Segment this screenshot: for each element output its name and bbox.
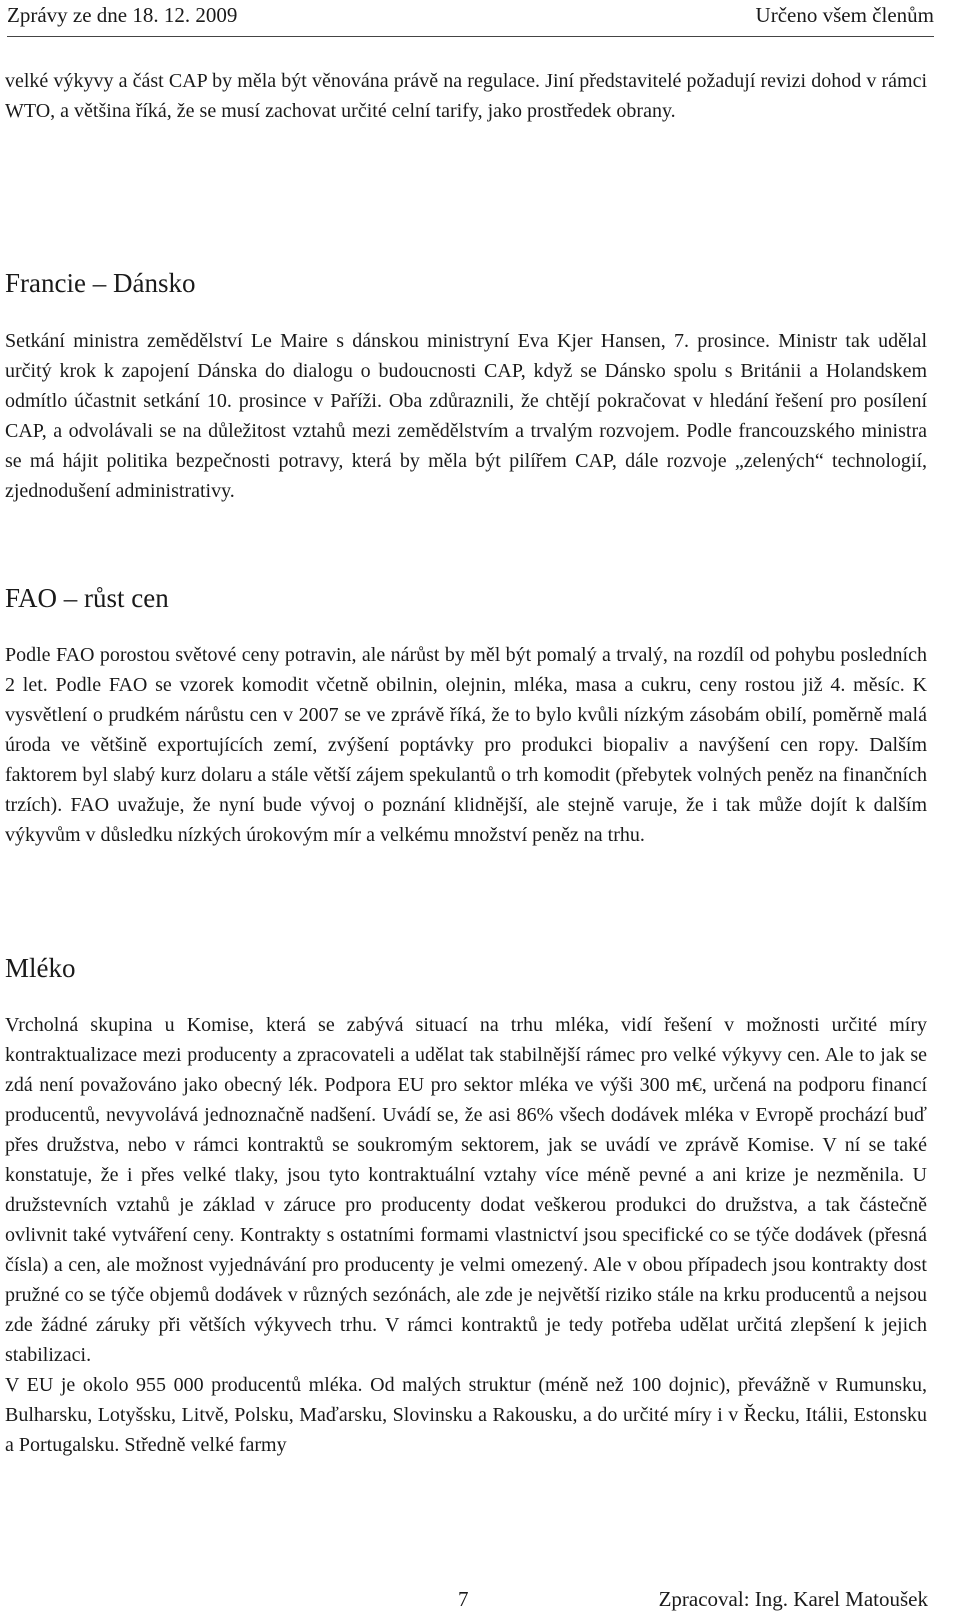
paragraph-mleko-1: Vrcholná skupina u Komise, která se zabývá situací na trhu mléka, vidí řešení v možnosti určité míry kontraktualizace mezi producenty a zpracovateli a udělat tak stabilnější rámec pro velké výkyvy cen. Ale to jak se zdá není považováno jako obecný lék. Podpora EU pro sektor mléka ve výši 300 m€, určená na podporu financí producentů, nevyvolává jednoznačně nadšení. Uvádí se, že asi 86% všech dodávek mléka v Evropě prochází buď přes družstva, nebo v rámci kontraktů se soukromým sektorem, jak se uvádí ve zprávě Komise. V ní se také konstatuje, že i přes velké tlaky, jsou tyto kontraktuální vztahy více méně pevné a ani krize je nezměnila. U družstevních vztahů je základ v záruce pro producenty dodat veškerou produkci do družstva, a tak částečně ovlivnit také vytváření ceny. Kontrakty s ostatními formami vlastnictví jsou specifické co se týče dodávek (přesná čísla) a cen, ale možnost vyjednávání pro producenty je velmi omezený. Ale v obou případech jsou kontrakty dost pružné co se týče objemů dodávek v různých sezónách, ale zde je největší riziko stále na krku producentů a nejsou zde žádné záruky při větších výkyvech trhu. V rámci kontraktů je tedy potřeba udělat určitá zlepšení k jejich stabilizaci. — [5, 1014, 927, 1366]
page-number: 7 — [458, 1587, 469, 1611]
section-body-fao — [5, 640, 927, 850]
header-date: Zprávy ze dne 18. 12. 2009 — [7, 3, 238, 27]
page-footer — [0, 1581, 960, 1617]
paragraph-fao: Podle FAO porostou světové ceny potravin, ale nárůst by měl být pomalý a trvalý, na rozdíl od pohybu posledních 2 let. Podle FAO se vzorek komodit včetně obilnin, olejnin, mléka, masa a cukru, ceny rostou již 4. měsíc. K vysvětlení o prudkém nárůstu cen v 2007 se ve zprávě říká, že to bylo kvůli nízkým zásobám obilí, poměrně malá úroda ve většině exportujících zemí, zvýšení poptávky pro produkci biopaliv a navýšení cen ropy. Dalším faktorem byl slabý kurz dolaru a stále větší zájem spekulantů o trh komodit (přebytek volných peněz na finančních trzích). FAO uvažuje, že nyní bude vývoj o poznání klidnější, ale stejně varuje, že i tak může dojít k dalším výkyvům v důsledku nízkých úrokovým mír a velkému množství peněz na trhu. — [5, 644, 927, 846]
continuation-paragraph — [5, 66, 927, 126]
section-body-francie — [5, 326, 927, 506]
section-heading-francie: Francie – Dánsko — [5, 268, 196, 298]
section-heading-mleko: Mléko — [5, 953, 76, 983]
page-header — [7, 0, 934, 37]
section-body-mleko — [5, 1010, 927, 1460]
paragraph-mleko-2: V EU je okolo 955 000 producentů mléka. Od malých struktur (méně než 100 dojnic), převážně v Rumunsku, Bulharsku, Lotyšsku, Litvě, Polsku, Maďarsku, Slovinsku a Rakousku, a do určité míry i v Řecku, Itálii, Estonsku a Portugalsku. Středně velké farmy — [5, 1374, 927, 1456]
continuation-text: velké výkyvy a část CAP by měla být věnována právě na regulace. Jiní představitelé požadují revizi dohod v rámci WTO, a většina říká, že se musí zachovat určité celní tarify, jako prostředek obrany. — [5, 70, 927, 122]
paragraph-francie: Setkání ministra zemědělství Le Maire s dánskou ministryní Eva Kjer Hansen, 7. prosince. Ministr tak udělal určitý krok k zapojení Dánska do dialogu o budoucnosti CAP, když se Dánsko spolu s Británii a Holandskem odmítlo účastnit setkání 10. prosince v Paříži. Oba zdůraznili, že chtějí pokračovat v hledání řešení pro posílení CAP, a odvolávali se na důležitost vztahů mezi zemědělstvím a trvalým rozvojem. Podle francouzského ministra se má hájit politika bezpečnosti potravy, která by měla být pilířem CAP, dále rozvoje „zelených“ technologií, zjednodušení administrativy. — [5, 330, 927, 502]
header-audience: Určeno všem členům — [755, 3, 934, 27]
footer-author: Zpracoval: Ing. Karel Matoušek — [658, 1587, 928, 1611]
section-heading-fao: FAO – růst cen — [5, 583, 169, 613]
